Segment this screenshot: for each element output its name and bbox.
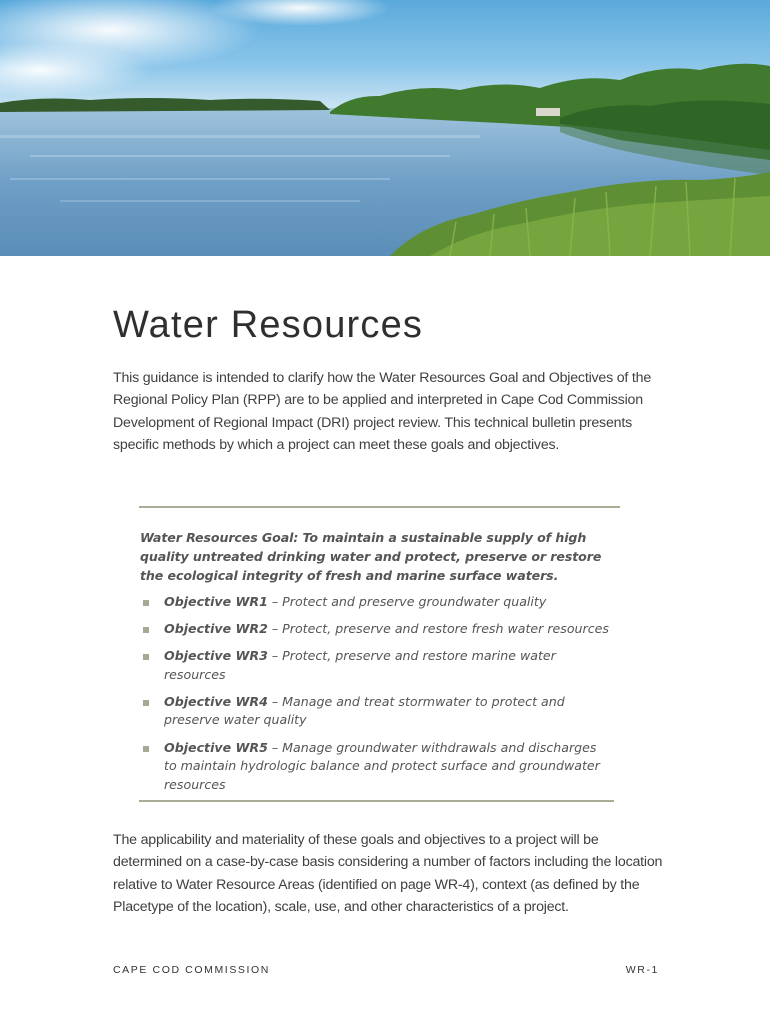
square-bullet-icon (143, 700, 149, 706)
callout-bottom-rule (139, 800, 614, 802)
water-resources-goal: Water Resources Goal: To maintain a sustainable supply of high quality untreated drinking water and protect, preserve or restore the ecological integrity of fresh and marine surface waters. (140, 530, 602, 583)
objective-wr3 (140, 647, 610, 684)
page-title: Water Resources (113, 304, 424, 346)
callout-top-rule (139, 506, 620, 508)
square-bullet-icon (143, 600, 149, 606)
objective-text: – Protect, preserve and restore fresh water resources (267, 621, 609, 637)
lake-photo-illustration (0, 0, 770, 256)
objective-name: Objective WR1 (164, 594, 268, 609)
objective-text: – Protect and preserve groundwater quality (267, 594, 547, 609)
footer-organization: CAPE COD COMMISSION (113, 964, 270, 976)
objective-wr5 (140, 739, 610, 795)
footer-page-number: WR-1 (625, 964, 659, 976)
objective-name: Objective WR4 (164, 693, 268, 709)
objective-text: – Manage groundwater withdrawals and discharges to maintain hydrologic balance and protect surface and groundwater resources (164, 739, 600, 792)
objective-text: – Protect, preserve and restore marine water resources (164, 648, 556, 682)
objective-text: – Manage and treat stormwater to protect and preserve water quality (164, 693, 565, 728)
square-bullet-icon (143, 654, 149, 660)
square-bullet-icon (143, 746, 149, 752)
intro-paragraph: This guidance is intended to clarify how the Water Resources Goal and Objectives of the Regional Policy Plan (RPP) are to be applied and interpreted in Cape Cod Commission Development of Regional Impact (DRI) project review. This technical bulletin presents specific methods by which a project can meet these goals and objectives. (113, 370, 652, 454)
closing-paragraph: The applicability and materiality of these goals and objectives to a project will be determined on a case-by-case basis considering a number of factors including the location relative to Water Resource Areas (identified on page WR-4), context (as defined by the Placetype of the location), scale, use, and other characteristics of a project. (113, 832, 663, 916)
objective-name: Objective WR5 (164, 739, 268, 755)
objectives-list (140, 593, 610, 794)
square-bullet-icon (143, 627, 149, 633)
objective-wr1 (140, 593, 610, 612)
goal-callout (140, 528, 610, 803)
objective-wr2 (140, 620, 610, 639)
lake-landscape-photo (0, 0, 770, 256)
objective-wr4 (140, 693, 610, 730)
objective-name: Objective WR2 (164, 621, 268, 637)
objective-name: Objective WR3 (164, 648, 268, 664)
